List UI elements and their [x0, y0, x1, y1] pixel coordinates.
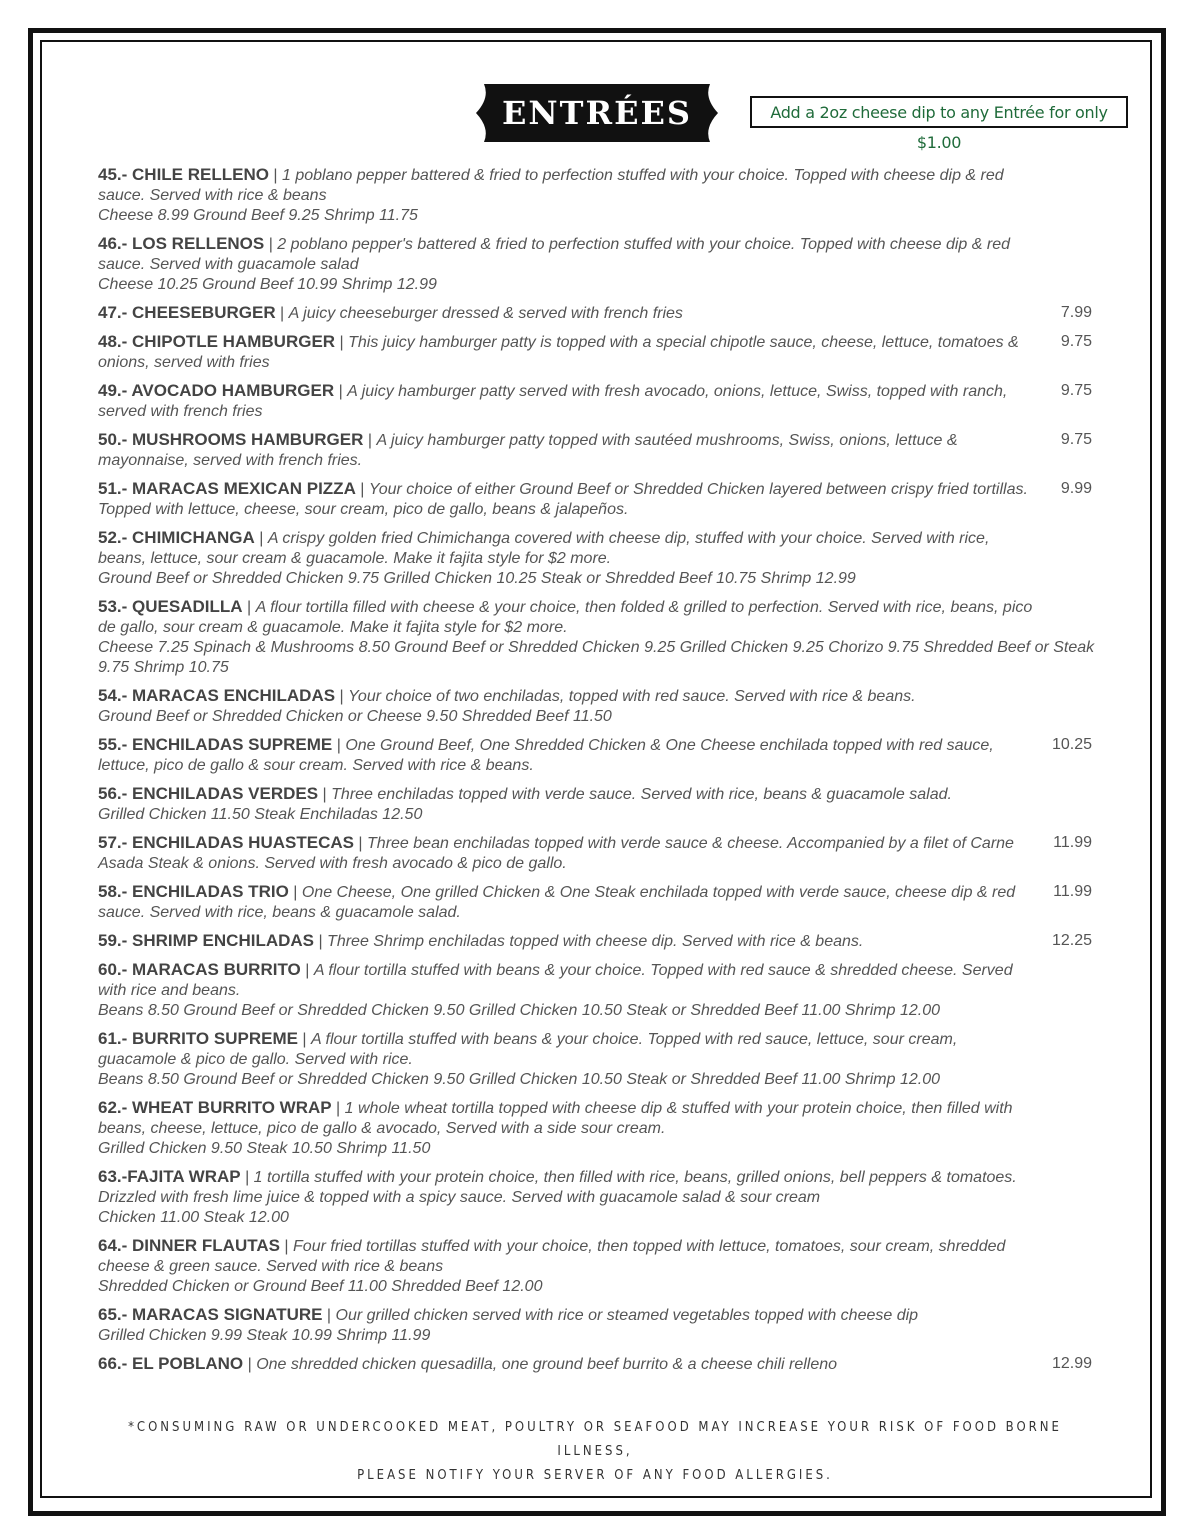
- menu-item: [98, 931, 1098, 952]
- menu-item-name: 65.- MARACAS SIGNATURE: [98, 1305, 323, 1324]
- separator: |: [314, 933, 328, 950]
- menu-item-description: 1 poblano pepper battered & fried to perfection stuffed with your choice. Topped with cheese dip & red sauce. Served with rice & beans: [98, 167, 1004, 204]
- menu-item: [98, 1305, 1098, 1346]
- menu-item: [98, 381, 1098, 422]
- menu-item-description: One Cheese, One grilled Chicken & One Steak enchilada topped with verde sauce, cheese dip & red sauce. Served with rice, beans & guacamole salad.: [98, 884, 1016, 921]
- menu-item-description: Three enchiladas topped with verde sauce. Served with rice, beans & guacamole salad.: [331, 786, 952, 803]
- menu-item-description: A juicy hamburger patty served with fresh avocado, onions, lettuce, Swiss, topped with ranch, served with french fries: [98, 383, 1008, 420]
- menu-item-description: A flour tortilla stuffed with beans & your choice. Topped with red sauce, lettuce, sour cream, guacamole & pico de gallo. Served with rice.: [98, 1031, 958, 1068]
- menu-item-description: Three bean enchiladas topped with verde sauce & cheese. Accompanied by a filet of Carne Asada Steak & onions. Served with fresh avocado & pico de gallo.: [98, 835, 1014, 872]
- menu-item-description: This juicy hamburger patty is topped with a special chipotle sauce, cheese, lettuce, tomatoes & onions, served with fries: [98, 334, 1019, 371]
- separator: |: [331, 1100, 345, 1117]
- menu-item: [98, 479, 1098, 520]
- menu-item-name: 49.- AVOCADO HAMBURGER: [98, 381, 335, 400]
- menu-item-text: [98, 686, 1036, 707]
- menu-item-name: 45.- CHILE RELLENO: [98, 165, 269, 184]
- menu-item-name: 55.- ENCHILADAS SUPREME: [98, 735, 333, 754]
- menu-item-price-options: Ground Beef or Shredded Chicken or Cheese 9.50 Shredded Beef 11.50: [98, 708, 612, 725]
- menu-item-name: 63.-FAJITA WRAP: [98, 1167, 241, 1186]
- menu-item-name: 56.- ENCHILADAS VERDES: [98, 784, 319, 803]
- separator: |: [243, 1356, 257, 1373]
- menu-item: [98, 1029, 1098, 1090]
- menu-item: [98, 686, 1098, 727]
- menu-item-text: [98, 303, 1036, 324]
- separator: |: [240, 1169, 254, 1186]
- menu-item-description: A flour tortilla stuffed with beans & your choice. Topped with red sauce & shredded cheese. Served with rice and beans.: [98, 962, 1013, 999]
- notice-line-1: *CONSUMING RAW OR UNDERCOOKED MEAT, POULTRY OR SEAFOOD MAY INCREASE YOUR RISK OF FOOD BORNE ILLNESS,: [128, 1420, 1062, 1459]
- title-banner: [474, 82, 720, 144]
- notice-line-2: PLEASE NOTIFY YOUR SERVER OF ANY FOOD ALLERGIES.: [357, 1468, 833, 1483]
- menu-item-text: [98, 735, 1036, 776]
- menu-item-text: [98, 597, 1036, 638]
- menu-item-description: Our grilled chicken served with rice or steamed vegetables topped with cheese dip: [335, 1307, 919, 1324]
- menu-item-description: 1 tortilla stuffed with your protein choice, then filled with rice, beans, grilled onions, bell peppers & tomatoes. Drizzled with fresh lime juice & topped with a spicy sauce. Served with guacamole salad & sour cream: [98, 1169, 1017, 1206]
- menu-item: [98, 735, 1098, 776]
- menu-item: [98, 1354, 1098, 1375]
- separator: |: [264, 236, 278, 253]
- page-title: ENTRÉES: [502, 94, 692, 132]
- menu-item: [98, 597, 1098, 678]
- menu-item-text: [98, 528, 1036, 569]
- menu-item-text: [98, 1354, 1036, 1375]
- menu-item-text: [98, 1098, 1036, 1139]
- menu-item-description: Four fried tortillas stuffed with your choice, then topped with lettuce, tomatoes, sour cream, shredded cheese & green sauce. Served with rice & beans: [98, 1238, 1006, 1275]
- menu-item-name: 47.- CHEESEBURGER: [98, 303, 276, 322]
- menu-item-price: 11.99: [1053, 883, 1092, 900]
- menu-item-description: 2 poblano pepper's battered & fried to perfection stuffed with your choice. Topped with cheese dip & red sauce. Served with guacamole salad: [98, 236, 1010, 273]
- menu-item-text: [98, 931, 1036, 952]
- menu-item-name: 48.- CHIPOTLE HAMBURGER: [98, 332, 336, 351]
- menu-item-price-options: Chicken 11.00 Steak 12.00: [98, 1209, 289, 1226]
- menu-item-description: A juicy cheeseburger dressed & served with french fries: [288, 305, 683, 322]
- separator: |: [335, 334, 349, 351]
- menu-item: [98, 332, 1098, 373]
- menu-item-price: 11.99: [1053, 834, 1092, 851]
- separator: |: [335, 688, 349, 705]
- menu-item-price: 9.75: [1060, 431, 1092, 448]
- separator: |: [355, 481, 369, 498]
- menu-item: [98, 833, 1098, 874]
- menu-item-price-options: Cheese 8.99 Ground Beef 9.25 Shrimp 11.75: [98, 207, 418, 224]
- menu-item-name: 66.- EL POBLANO: [98, 1354, 244, 1373]
- menu-item-price-options: Beans 8.50 Ground Beef or Shredded Chicken 9.50 Grilled Chicken 10.50 Steak or Shredded Beef 11.00 Shrimp 12.00: [98, 1071, 941, 1088]
- menu-item-text: [98, 1029, 1036, 1070]
- menu-item-name: 53.- QUESADILLA: [98, 597, 243, 616]
- menu-item-price: 9.99: [1060, 480, 1092, 497]
- menu-item-description: A crispy golden fried Chimichanga covered with cheese dip, stuffed with your choice. Served with rice, beans, lettuce, sour cream & guacamole. Make it fajita style for $2 more.: [98, 530, 990, 567]
- menu-item-price: 10.25: [1051, 736, 1092, 753]
- separator: |: [363, 432, 377, 449]
- menu-item: [98, 960, 1098, 1021]
- separator: |: [322, 1307, 336, 1324]
- menu-item-text: [98, 234, 1036, 275]
- separator: |: [275, 305, 289, 322]
- separator: |: [297, 1031, 311, 1048]
- menu-item-price-options: Cheese 7.25 Spinach & Mushrooms 8.50 Ground Beef or Shredded Chicken 9.25 Grilled Chicken 9.25 Chorizo 9.75 Shredded Beef or Steak 9.75 Shrimp 10.75: [98, 639, 1095, 676]
- menu-item-price: 12.25: [1051, 932, 1092, 949]
- menu-item-name: 62.- WHEAT BURRITO WRAP: [98, 1098, 332, 1117]
- menu-item-name: 58.- ENCHILADAS TRIO: [98, 882, 289, 901]
- menu-item-description: Your choice of two enchiladas, topped with red sauce. Served with rice & beans.: [348, 688, 916, 705]
- menu-item-name: 61.- BURRITO SUPREME: [98, 1029, 298, 1048]
- menu-item-text: [98, 1236, 1036, 1277]
- menu-item-name: 46.- LOS RELLENOS: [98, 234, 265, 253]
- separator: |: [334, 383, 348, 400]
- menu-item-text: [98, 882, 1036, 923]
- menu-item-price: 9.75: [1060, 333, 1092, 350]
- menu-item: [98, 303, 1098, 324]
- menu-item-description: 1 whole wheat tortilla topped with cheese dip & stuffed with your protein choice, then filled with beans, cheese, lettuce, pico de gallo & avocado, Served with a side sour cream.: [98, 1100, 1013, 1137]
- entree-list: [98, 165, 1098, 1383]
- separator: |: [318, 786, 332, 803]
- menu-item-price-options: Grilled Chicken 9.50 Steak 10.50 Shrimp 11.50: [98, 1140, 431, 1157]
- menu-item-description: A juicy hamburger patty topped with sautéed mushrooms, Swiss, onions, lettuce & mayonnaise, served with french fries.: [98, 432, 958, 469]
- menu-item-name: 50.- MUSHROOMS HAMBURGER: [98, 430, 364, 449]
- menu-item-price-options: Grilled Chicken 9.99 Steak 10.99 Shrimp 11.99: [98, 1327, 431, 1344]
- menu-item: [98, 1167, 1098, 1228]
- menu-item-price-options: Beans 8.50 Ground Beef or Shredded Chicken 9.50 Grilled Chicken 10.50 Steak or Shredded Beef 11.00 Shrimp 12.00: [98, 1002, 941, 1019]
- menu-item: [98, 430, 1098, 471]
- menu-item-name: 59.- SHRIMP ENCHILADAS: [98, 931, 314, 950]
- menu-item-text: [98, 332, 1036, 373]
- separator: |: [300, 962, 314, 979]
- separator: |: [254, 530, 268, 547]
- menu-item-description: Your choice of either Ground Beef or Shredded Chicken layered between crispy fried tortillas. Topped with lettuce, cheese, sour cream, pico de gallo, beans & jalapeños.: [98, 481, 1028, 518]
- menu-item-text: [98, 381, 1036, 422]
- menu-item-text: [98, 430, 1036, 471]
- menu-item-name: 54.- MARACAS ENCHILADAS: [98, 686, 336, 705]
- menu-item-text: [98, 784, 1036, 805]
- menu-item: [98, 528, 1098, 589]
- separator: |: [288, 884, 302, 901]
- menu-item-text: [98, 833, 1036, 874]
- menu-item-text: [98, 960, 1036, 1001]
- menu-item-price: 9.75: [1060, 382, 1092, 399]
- menu-item: [98, 234, 1098, 295]
- menu-item-description: A flour tortilla filled with cheese & your choice, then folded & grilled to perfection. Served with rice, beans, pico de gallo, sour cream & guacamole. Make it fajita style for $2 more.: [98, 599, 1033, 636]
- menu-item-name: 60.- MARACAS BURRITO: [98, 960, 301, 979]
- separator: |: [242, 599, 256, 616]
- separator: |: [353, 835, 368, 852]
- separator: |: [279, 1238, 294, 1255]
- separator: |: [332, 737, 346, 754]
- menu-item-price: 12.99: [1051, 1355, 1092, 1372]
- menu-item: [98, 1098, 1098, 1159]
- menu-item-text: [98, 1305, 1036, 1326]
- menu-item-text: [98, 1167, 1036, 1208]
- menu-item-name: 52.- CHIMICHANGA: [98, 528, 255, 547]
- menu-item-text: [98, 479, 1036, 520]
- menu-item-price-options: Cheese 10.25 Ground Beef 10.99 Shrimp 12.99: [98, 276, 437, 293]
- menu-item-price-options: Grilled Chicken 11.50 Steak Enchiladas 12.50: [98, 806, 423, 823]
- menu-item: [98, 882, 1098, 923]
- menu-item-name: 64.- DINNER FLAUTAS: [98, 1236, 280, 1255]
- menu-item-description: Three Shrimp enchiladas topped with cheese dip. Served with rice & beans.: [327, 933, 864, 950]
- menu-item-price: 7.99: [1060, 304, 1092, 321]
- menu-item: [98, 784, 1098, 825]
- cheese-dip-promo: Add a 2oz cheese dip to any Entrée for only $1.00: [750, 96, 1128, 128]
- menu-item-description: One Ground Beef, One Shredded Chicken & One Cheese enchilada topped with red sauce, lettuce, pico de gallo & sour cream. Served with rice & beans.: [98, 737, 994, 774]
- separator: |: [268, 167, 283, 184]
- menu-item-description: One shredded chicken quesadilla, one ground beef burrito & a cheese chili relleno: [256, 1356, 838, 1373]
- menu-item-price-options: Shredded Chicken or Ground Beef 11.00 Shredded Beef 12.00: [98, 1278, 543, 1295]
- food-safety-notice: [100, 1416, 1090, 1488]
- menu-item-name: 51.- MARACAS MEXICAN PIZZA: [98, 479, 356, 498]
- menu-item: [98, 165, 1098, 226]
- menu-item-price-options: Ground Beef or Shredded Chicken 9.75 Grilled Chicken 10.25 Steak or Shredded Beef 10.75 Shrimp 12.99: [98, 570, 856, 587]
- menu-item-text: [98, 165, 1036, 206]
- menu-item: [98, 1236, 1098, 1297]
- menu-item-name: 57.- ENCHILADAS HUASTECAS: [98, 833, 354, 852]
